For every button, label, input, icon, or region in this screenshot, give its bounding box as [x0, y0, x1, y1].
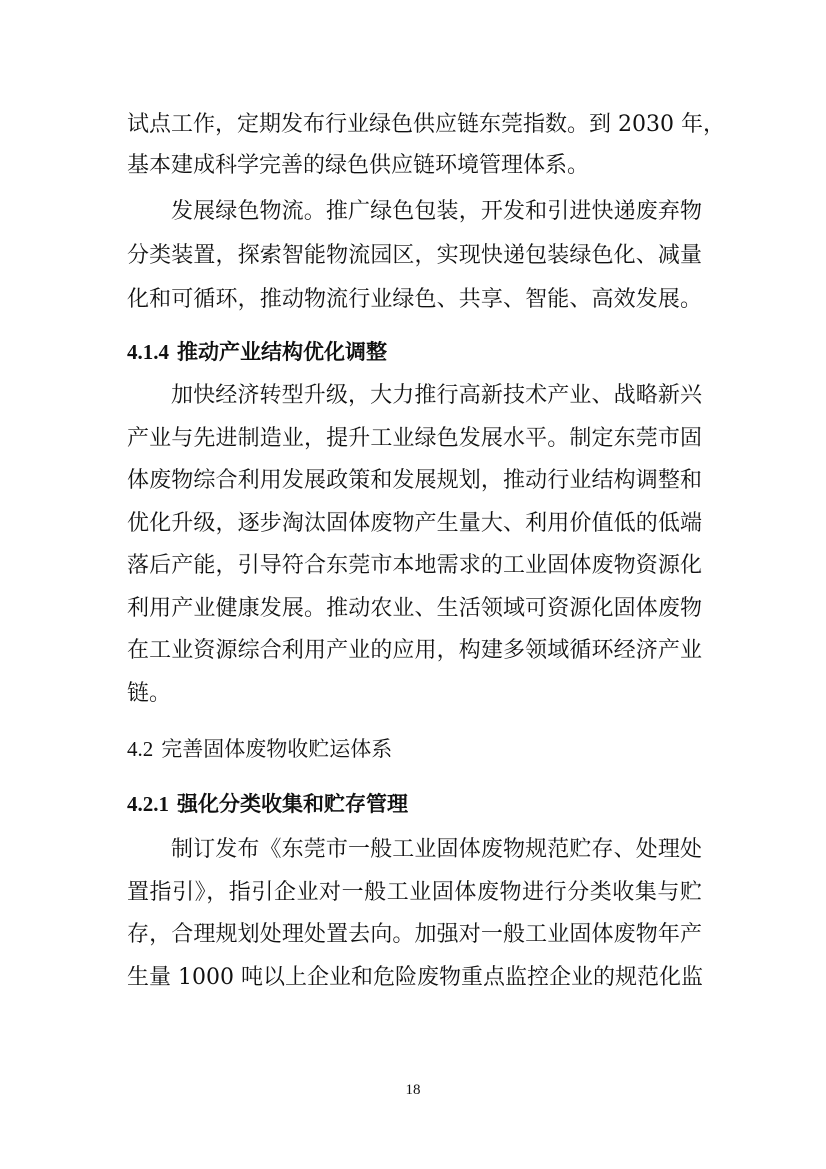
- page-number: 18: [405, 1082, 421, 1098]
- paragraph-line: 产业与先进制造业，提升工业绿色发展水平。制定东莞市固: [127, 426, 702, 451]
- section-number: 4.1.4: [127, 340, 169, 364]
- paragraph-line: 优化升级，逐步淘汰固体废物产生量大、利用价值低的低端: [127, 511, 702, 536]
- section-number: 4.2: [127, 737, 154, 761]
- paragraph-line: 基本建成科学完善的绿色供应链环境管理体系。: [127, 153, 590, 178]
- paragraph-line: 制订发布《东莞市一般工业固体废物规范贮存、处理处: [171, 837, 702, 862]
- paragraph-line: 化和可循环，推动物流行业绿色、共享、智能、高效发展。: [127, 287, 702, 312]
- paragraph-line: 利用产业健康发展。推动农业、生活领域可资源化固体废物: [127, 596, 702, 621]
- section-heading-4-1-4: [127, 337, 387, 367]
- section-title: 完善固体废物收贮运体系: [161, 737, 393, 761]
- section-title: 强化分类收集和贮存管理: [177, 792, 408, 816]
- section-title: 推动产业结构优化调整: [177, 340, 387, 364]
- paragraph-line: 链。: [127, 681, 172, 706]
- section-number: 4.2.1: [127, 792, 169, 816]
- paragraph-line: 体废物综合利用发展政策和发展规划，推动行业结构调整和: [127, 468, 702, 493]
- paragraph-line: 落后产能，引导符合东莞市本地需求的工业固体废物资源化: [127, 553, 702, 578]
- paragraph-line: 试点工作，定期发布行业绿色供应链东莞指数。到 2030 年，: [127, 112, 725, 137]
- paragraph-line: 加快经济转型升级，大力推行高新技术产业、战略新兴: [171, 383, 702, 408]
- paragraph-line: 分类装置，探索智能物流园区，实现快递包装绿色化、减量: [127, 243, 702, 268]
- paragraph-line: 存，合理规划处理处置去向。加强对一般工业固体废物年产: [127, 922, 702, 947]
- paragraph-line: 生量 1000 吨以上企业和危险废物重点监控企业的规范化监: [127, 965, 703, 990]
- section-heading-4-2: [127, 734, 392, 764]
- paragraph-line: 在工业资源综合利用产业的应用，构建多领域循环经济产业: [127, 638, 702, 663]
- section-heading-4-2-1: [127, 789, 408, 819]
- paragraph-line: 置指引》，指引企业对一般工业固体废物进行分类收集与贮: [127, 880, 702, 905]
- paragraph-line: 发展绿色物流。推广绿色包装，开发和引进快递废弃物: [171, 199, 702, 224]
